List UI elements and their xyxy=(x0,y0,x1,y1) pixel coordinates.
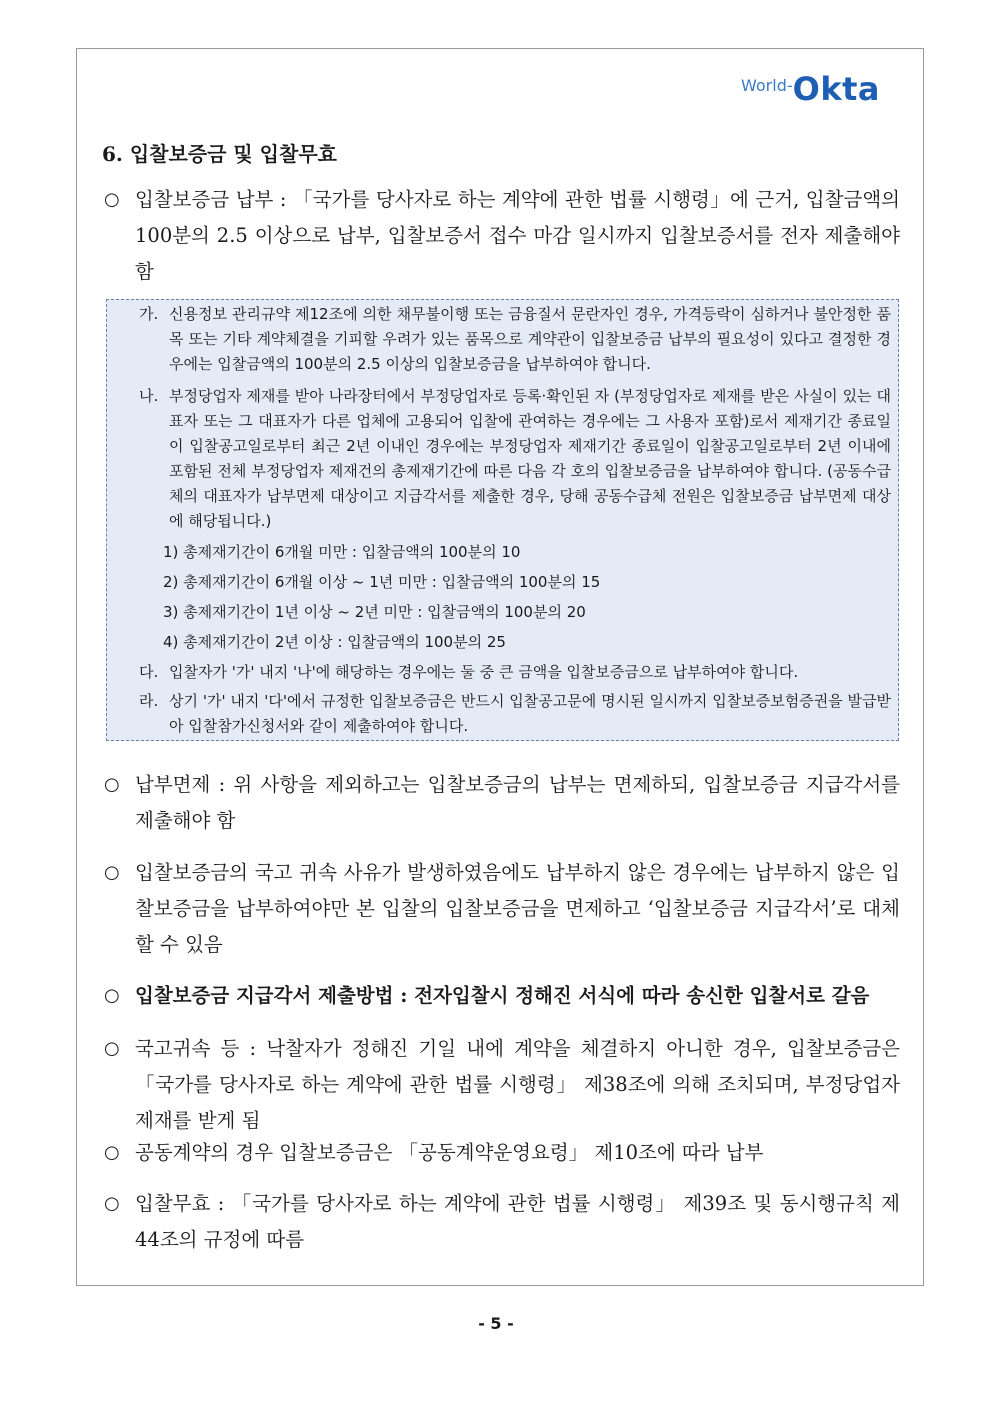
notice-subitem-3: 3) 총제재기간이 1년 이상 ~ 2년 미만 : 입찰금액의 100분의 20 xyxy=(163,603,586,621)
bullet-submission-method xyxy=(104,978,900,1014)
notice-item-text: 입찰자가 '가' 내지 '나'에 해당하는 경우에는 둘 중 큰 금액을 입찰보증금으로 납부하여야 합니다. xyxy=(169,663,799,681)
notice-item-label: 다. xyxy=(139,663,159,681)
notice-item-da xyxy=(139,660,891,685)
page-number: - 5 - xyxy=(478,1314,514,1333)
notice-subitem-2: 2) 총제재기간이 6개월 이상 ~ 1년 미만 : 입찰금액의 100분의 15 xyxy=(163,573,601,591)
notice-item-label: 라. xyxy=(139,692,159,710)
logo-main: Okta xyxy=(792,70,880,108)
notice-item-na xyxy=(139,384,891,534)
bullet-state-reversion xyxy=(104,1031,900,1139)
notice-item-label: 나. xyxy=(139,387,159,405)
bullet-mark: ○ xyxy=(104,189,120,210)
section-heading: 6. 입찰보증금 및 입찰무효 xyxy=(102,142,337,166)
logo-prefix: World- xyxy=(741,76,793,95)
notice-item-text: 부정당업자 제재를 받아 나라장터에서 부정당업자로 등록·확인된 자 (부정당업자로 제재를 받은 사실이 있는 대표자 또는 그 대표자가 다른 업체에 고용되어 입찰에 관여하는 경우에는 그 사용자 포함)로서 제재기간 종료일이 입찰공고일로부터 최근 2년 이내인 경우에는 부정당업자 제재기간 종료일이 입찰공고일로부터 2년 이내에 포함된 전체 부정당업자 제재건의 총제재기간에 따른 다음 각 호의 입찰보증금을 납부하여야 합니다. (공동수급체의 대표자가 납부면제 대상이고 지급각서를 제출한 경우, 당해 공동수급체 전원은 입찰보증금 납부면제 대상에 해당됩니다.) xyxy=(169,387,891,530)
notice-subitem-1: 1) 총제재기간이 6개월 미만 : 입찰금액의 100분의 10 xyxy=(163,543,521,561)
bullet-text: 입찰보증금 납부 : 「국가를 당사자로 하는 계약에 관한 법률 시행령」에 근거, 입찰금액의 100분의 2.5 이상으로 납부, 입찰보증서 접수 마감 일시까지 입찰보증서를 전자 제출해야 함 xyxy=(135,188,900,283)
bullet-bid-invalidity xyxy=(104,1186,900,1258)
bullet-text: 입찰무효 : 「국가를 당사자로 하는 계약에 관한 법률 시행령」 제39조 및 동시행규칙 제44조의 규정에 따름 xyxy=(135,1192,900,1251)
bullet-deposit-payment xyxy=(104,182,900,290)
bullet-mark: ○ xyxy=(104,985,120,1006)
bullet-mark: ○ xyxy=(104,1142,120,1163)
notice-subitem-4: 4) 총제재기간이 2년 이상 : 입찰금액의 100분의 25 xyxy=(163,633,506,651)
world-okta-logo xyxy=(741,70,880,106)
bullet-text: 입찰보증금 지급각서 제출방법 : 전자입찰시 정해진 서식에 따라 송신한 입찰서로 갈음 xyxy=(135,984,870,1007)
notice-item-text: 신용정보 관리규약 제12조에 의한 채무불이행 또는 금융질서 문란자인 경우, 가격등락이 심하거나 불안정한 품목 또는 기타 계약체결을 기피할 우려가 있는 품목으로 계약관이 입찰보증금 납부의 필요성이 있다고 결정한 경우에는 입찰금액의 100분의 2.5 이상의 입찰보증금을 납부하여야 합니다. xyxy=(169,305,891,373)
bullet-mark: ○ xyxy=(104,862,120,883)
bullet-text: 납부면제 : 위 사항을 제외하고는 입찰보증금의 납부는 면제하되, 입찰보증금 지급각서를 제출해야 함 xyxy=(135,773,900,832)
bullet-text: 입찰보증금의 국고 귀속 사유가 발생하였음에도 납부하지 않은 경우에는 납부하지 않은 입찰보증금을 납부하여야만 본 입찰의 입찰보증금을 면제하고 ‘입찰보증금 지급각서’로 대체할 수 있음 xyxy=(135,861,900,956)
bullet-text: 국고귀속 등 : 낙찰자가 정해진 기일 내에 계약을 체결하지 아니한 경우, 입찰보증금은 「국가를 당사자로 하는 계약에 관한 법률 시행령」 제38조에 의해 조치되며, 부정당업자 제재를 받게 됨 xyxy=(135,1037,900,1132)
notice-item-ga xyxy=(139,302,891,377)
notice-item-label: 가. xyxy=(139,305,159,323)
bullet-joint-contract xyxy=(104,1135,900,1171)
bullet-exemption xyxy=(104,767,900,839)
notice-item-ra xyxy=(139,689,891,739)
bullet-reversion xyxy=(104,855,900,963)
bullet-text: 공동계약의 경우 입찰보증금은 「공동계약운영요령」 제10조에 따라 납부 xyxy=(135,1141,764,1164)
bullet-mark: ○ xyxy=(104,774,120,795)
notice-item-text: 상기 '가' 내지 '다'에서 규정한 입찰보증금은 반드시 입찰공고문에 명시된 일시까지 입찰보증보험증권을 발급받아 입찰참가신청서와 같이 제출하여야 합니다. xyxy=(169,692,891,735)
bullet-mark: ○ xyxy=(104,1038,120,1059)
bullet-mark: ○ xyxy=(104,1193,120,1214)
notice-box xyxy=(106,299,899,741)
